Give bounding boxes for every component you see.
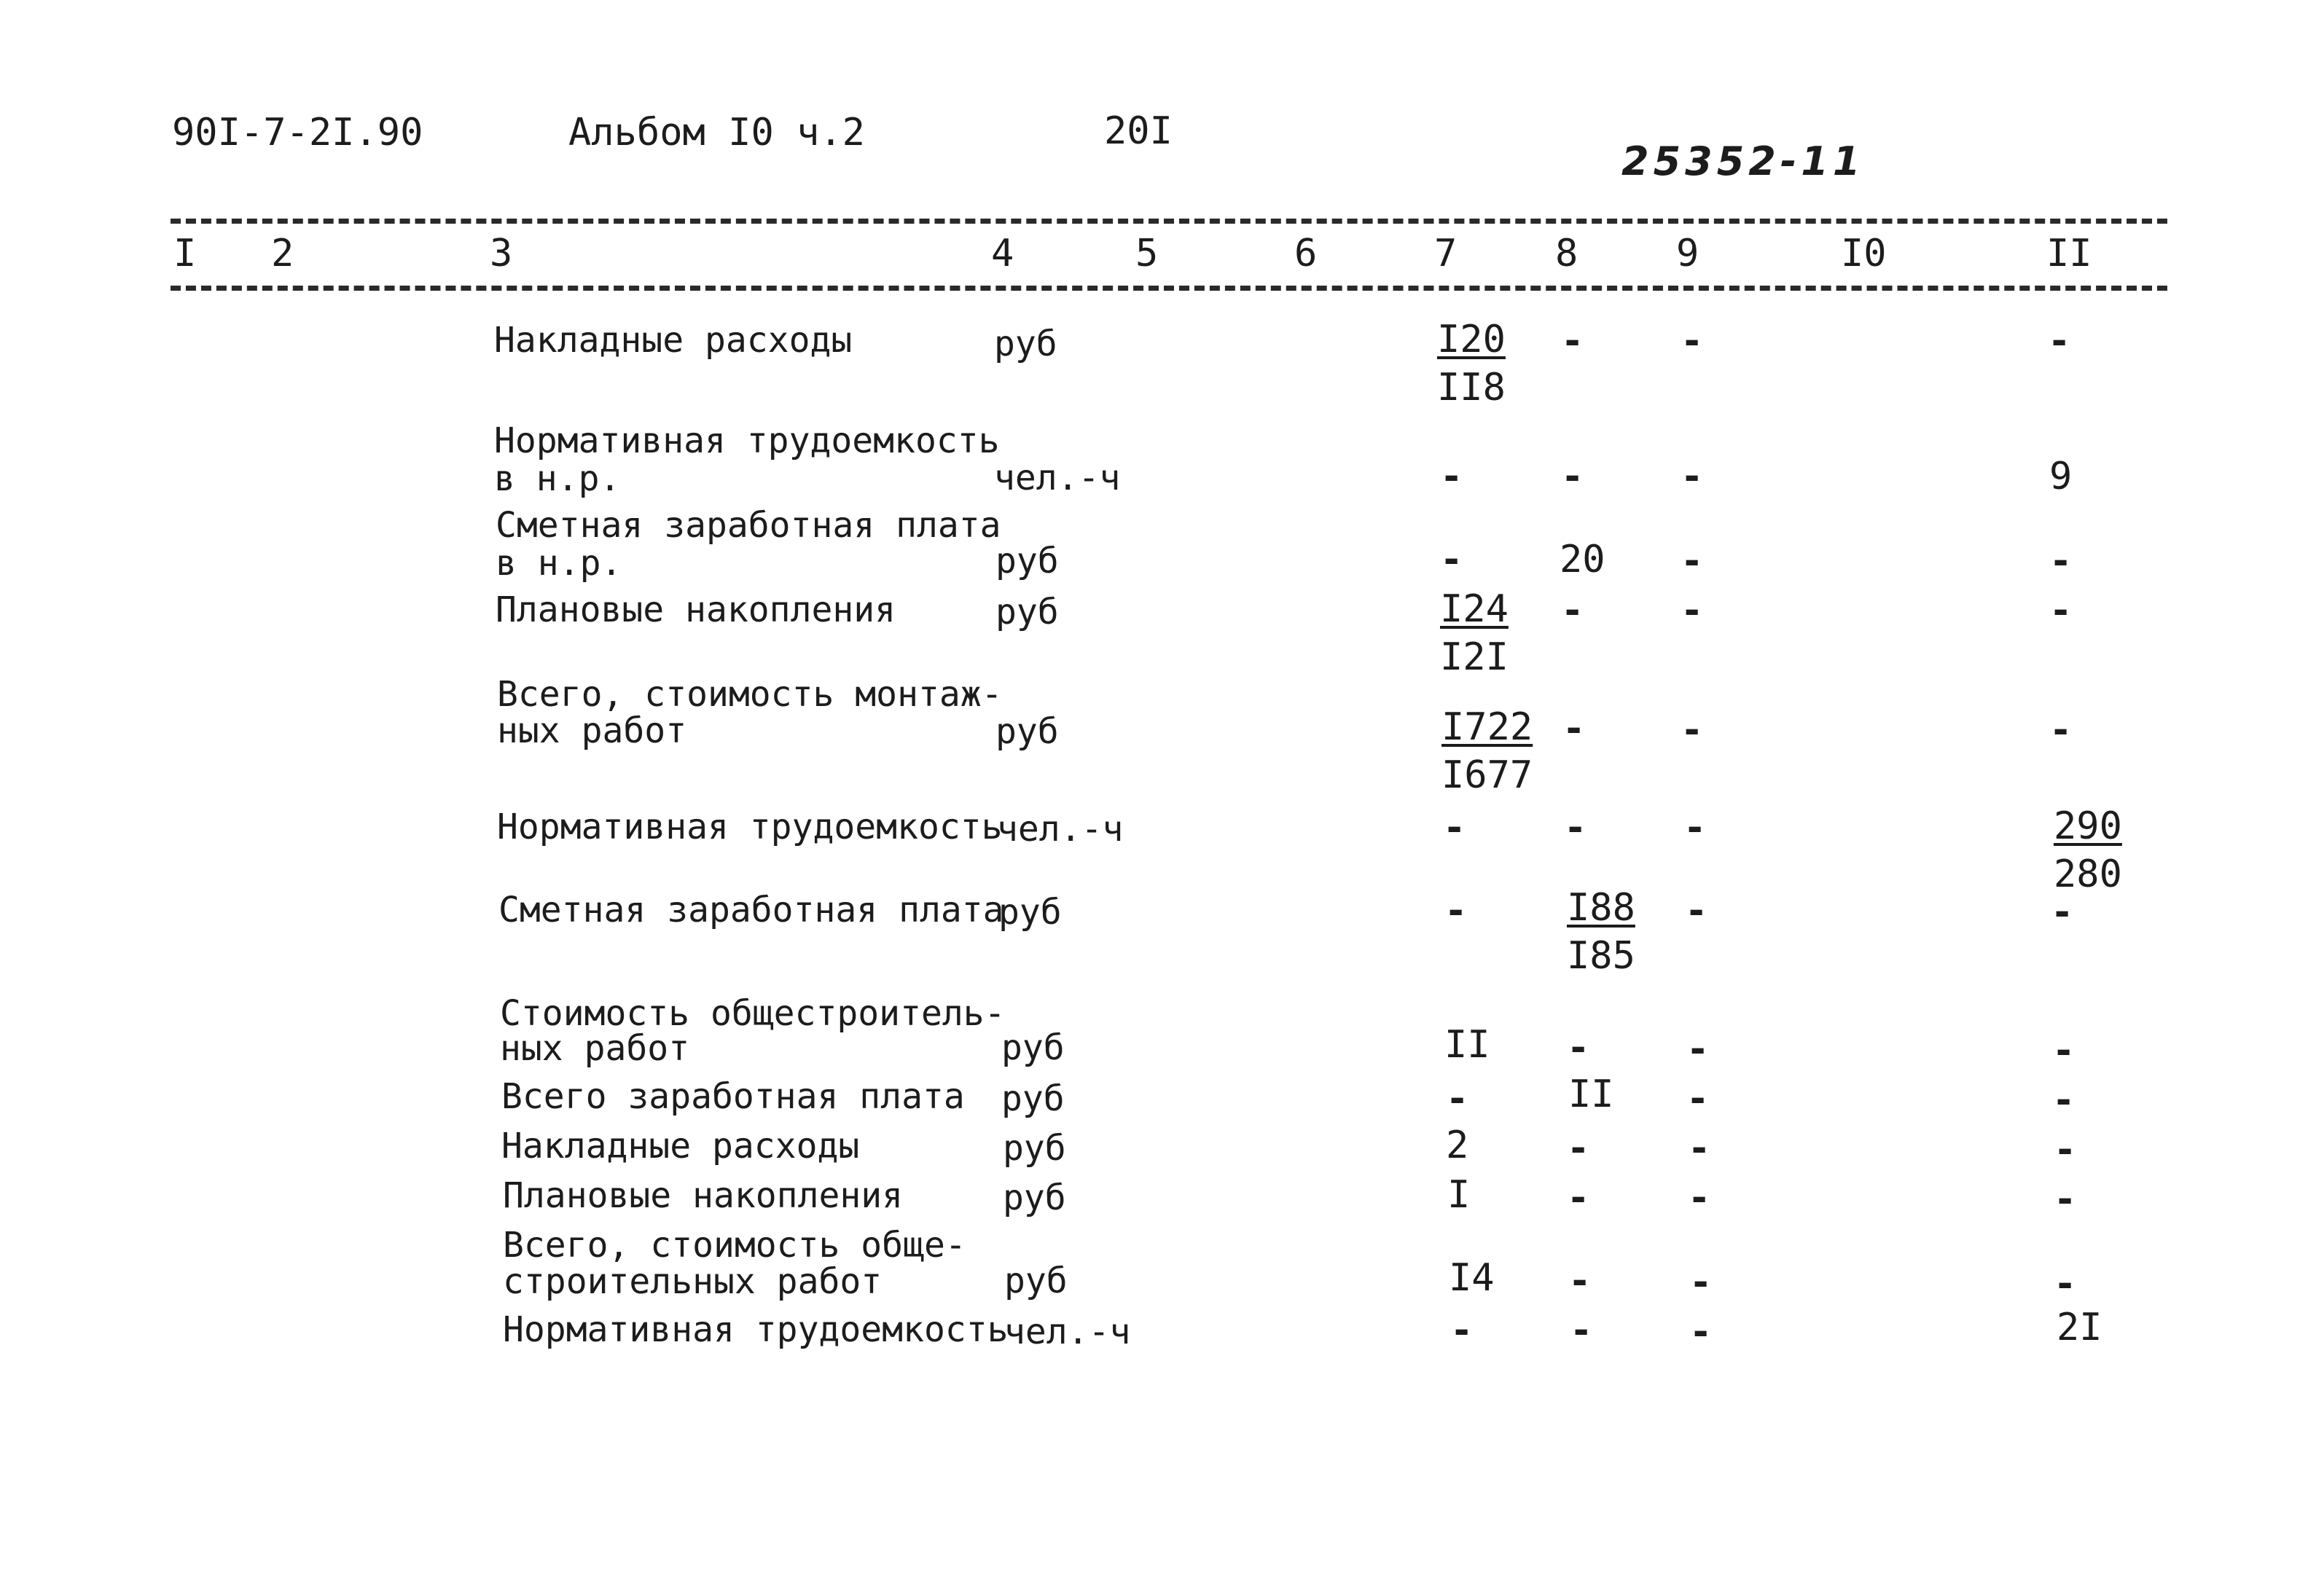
- column-number-7: 7: [1434, 232, 1458, 275]
- cell-col7-value: II: [1444, 1023, 1490, 1067]
- cell-col11-value: -: [2052, 1029, 2075, 1073]
- row-label: Сметная заработная плата: [496, 505, 1001, 546]
- cell-col9-value: -: [1689, 1260, 1713, 1304]
- cell-col9-value: -: [1681, 539, 1704, 583]
- row-unit: руб: [1001, 1027, 1065, 1068]
- cell-col9-value: -: [1686, 1027, 1710, 1071]
- cell-col8-value: -: [1562, 707, 1586, 750]
- row-unit: руб: [998, 892, 1062, 933]
- column-number-9: 9: [1676, 232, 1699, 275]
- row-label: Плановые накопления: [496, 589, 896, 630]
- column-number-1: I: [173, 232, 197, 275]
- cell-col9-value: -: [1681, 455, 1704, 498]
- row-unit: чел.-ч: [994, 458, 1121, 498]
- cell-col8-value: -: [1561, 455, 1584, 498]
- cell-col8-value: -: [1570, 1309, 1593, 1352]
- column-number-5: 5: [1135, 232, 1159, 275]
- page-number: 20I: [1104, 109, 1173, 153]
- row-label-continuation: ных работ: [497, 710, 687, 751]
- cell-col7-value: -: [1440, 455, 1463, 498]
- cell-col9-value: -: [1683, 806, 1707, 850]
- cell-col7-value: -: [1444, 889, 1468, 933]
- cell-col8-value: -: [1561, 319, 1584, 363]
- cell-col7-value: -: [1446, 1077, 1469, 1121]
- document-code: 90I-7-2I.90: [172, 111, 423, 154]
- row-unit: руб: [995, 541, 1059, 581]
- cell-col8-value: -: [1567, 1026, 1590, 1070]
- album-reference: Альбом I0 ч.2: [568, 111, 865, 154]
- cell-col11-value: -: [2054, 1128, 2077, 1172]
- cell-col9-value: -: [1681, 319, 1704, 363]
- column-number-11: II: [2046, 232, 2092, 275]
- cell-col7-value: -: [1440, 538, 1463, 581]
- cell-col11-secondary: 280: [2054, 852, 2122, 896]
- row-label-continuation: в н.р.: [494, 458, 621, 499]
- cell-col9-value: -: [1688, 1176, 1711, 1220]
- row-label-continuation: ных работ: [500, 1028, 690, 1069]
- column-number-8: 8: [1555, 232, 1578, 275]
- cell-col11-value: -: [2048, 319, 2071, 363]
- cell-col9-value: -: [1688, 1126, 1711, 1170]
- cell-col11-value: -: [2054, 1262, 2077, 1306]
- column-number-6: 6: [1294, 232, 1318, 275]
- row-unit: руб: [1003, 1128, 1066, 1169]
- row-label: Всего, стоимость монтаж-: [497, 674, 1003, 715]
- row-unit: руб: [995, 592, 1059, 632]
- cell-col9-value: -: [1681, 589, 1704, 632]
- cell-col8-value: -: [1567, 1176, 1590, 1220]
- cell-col7-value: I4: [1449, 1256, 1495, 1300]
- cell-col11-value: 2I: [2057, 1306, 2102, 1349]
- handwritten-stamp-number: 25352-11: [1621, 138, 1865, 184]
- cell-col7-value: I722: [1441, 705, 1533, 749]
- cell-col11-value: -: [2052, 1078, 2075, 1122]
- cell-col9-value: -: [1685, 889, 1708, 933]
- row-unit: чел.-ч: [997, 809, 1124, 850]
- row-unit: руб: [995, 711, 1059, 752]
- cell-col9-value: -: [1686, 1077, 1710, 1121]
- cell-col8-secondary: I85: [1567, 934, 1635, 978]
- column-number-10: I0: [1841, 232, 1887, 275]
- row-unit: руб: [1003, 1177, 1066, 1218]
- cell-col11-value: 290: [2054, 804, 2122, 848]
- column-number-4: 4: [991, 232, 1014, 275]
- row-label: Нормативная трудоемкость: [503, 1309, 1009, 1350]
- row-label: Накладные расходы: [494, 320, 853, 361]
- row-label: Всего заработная плата: [501, 1076, 965, 1117]
- cell-col7-value: -: [1450, 1309, 1474, 1352]
- cell-col8-value: -: [1567, 1126, 1590, 1170]
- header-top-rule: [171, 219, 2167, 224]
- row-unit: руб: [1001, 1078, 1065, 1119]
- row-label: Нормативная трудоемкость: [494, 420, 1000, 461]
- row-label: Всего, стоимость обще-: [503, 1225, 966, 1266]
- cell-col7-value: 2: [1446, 1124, 1469, 1167]
- cell-col9-value: -: [1681, 708, 1704, 752]
- column-number-2: 2: [271, 232, 294, 275]
- cell-col11-value: -: [2051, 890, 2074, 934]
- row-unit: руб: [994, 324, 1057, 364]
- row-label-continuation: строительных работ: [503, 1261, 883, 1302]
- cell-col7-secondary: II8: [1437, 366, 1506, 409]
- cell-col11-value: 9: [2049, 455, 2073, 498]
- cell-col9-value: -: [1689, 1310, 1713, 1354]
- row-label: Накладные расходы: [501, 1126, 860, 1166]
- cell-col7-secondary: I2I: [1440, 635, 1509, 679]
- cell-col11-value: -: [2049, 708, 2073, 752]
- row-label: Стоимость общестроитель-: [500, 993, 1006, 1034]
- cell-col7-secondary: I677: [1441, 753, 1533, 797]
- cell-col8-value: -: [1564, 806, 1587, 850]
- row-unit: чел.-ч: [1004, 1311, 1131, 1352]
- cell-col7-value: I24: [1440, 587, 1509, 631]
- cell-col11-value: -: [2049, 589, 2073, 632]
- row-unit: руб: [1004, 1260, 1068, 1301]
- cell-col8-value: -: [1568, 1259, 1592, 1303]
- cell-col8-value: II: [1568, 1073, 1614, 1116]
- row-label-continuation: в н.р.: [496, 543, 622, 584]
- cell-col7-value: I20: [1437, 318, 1506, 361]
- row-label: Сметная заработная плата: [498, 890, 1004, 930]
- row-label: Плановые накопления: [503, 1175, 904, 1216]
- cell-col11-value: -: [2054, 1177, 2077, 1221]
- cell-col8-value: 20: [1560, 538, 1605, 581]
- cell-col7-value: -: [1443, 806, 1466, 850]
- cell-col8-value: I88: [1567, 886, 1635, 930]
- row-label: Нормативная трудоемкость: [497, 807, 1003, 847]
- cell-col11-value: -: [2049, 539, 2073, 583]
- column-number-3: 3: [490, 232, 513, 275]
- cell-col8-value: -: [1561, 589, 1584, 632]
- header-bottom-rule: [171, 286, 2167, 291]
- cell-col7-value: I: [1447, 1173, 1471, 1217]
